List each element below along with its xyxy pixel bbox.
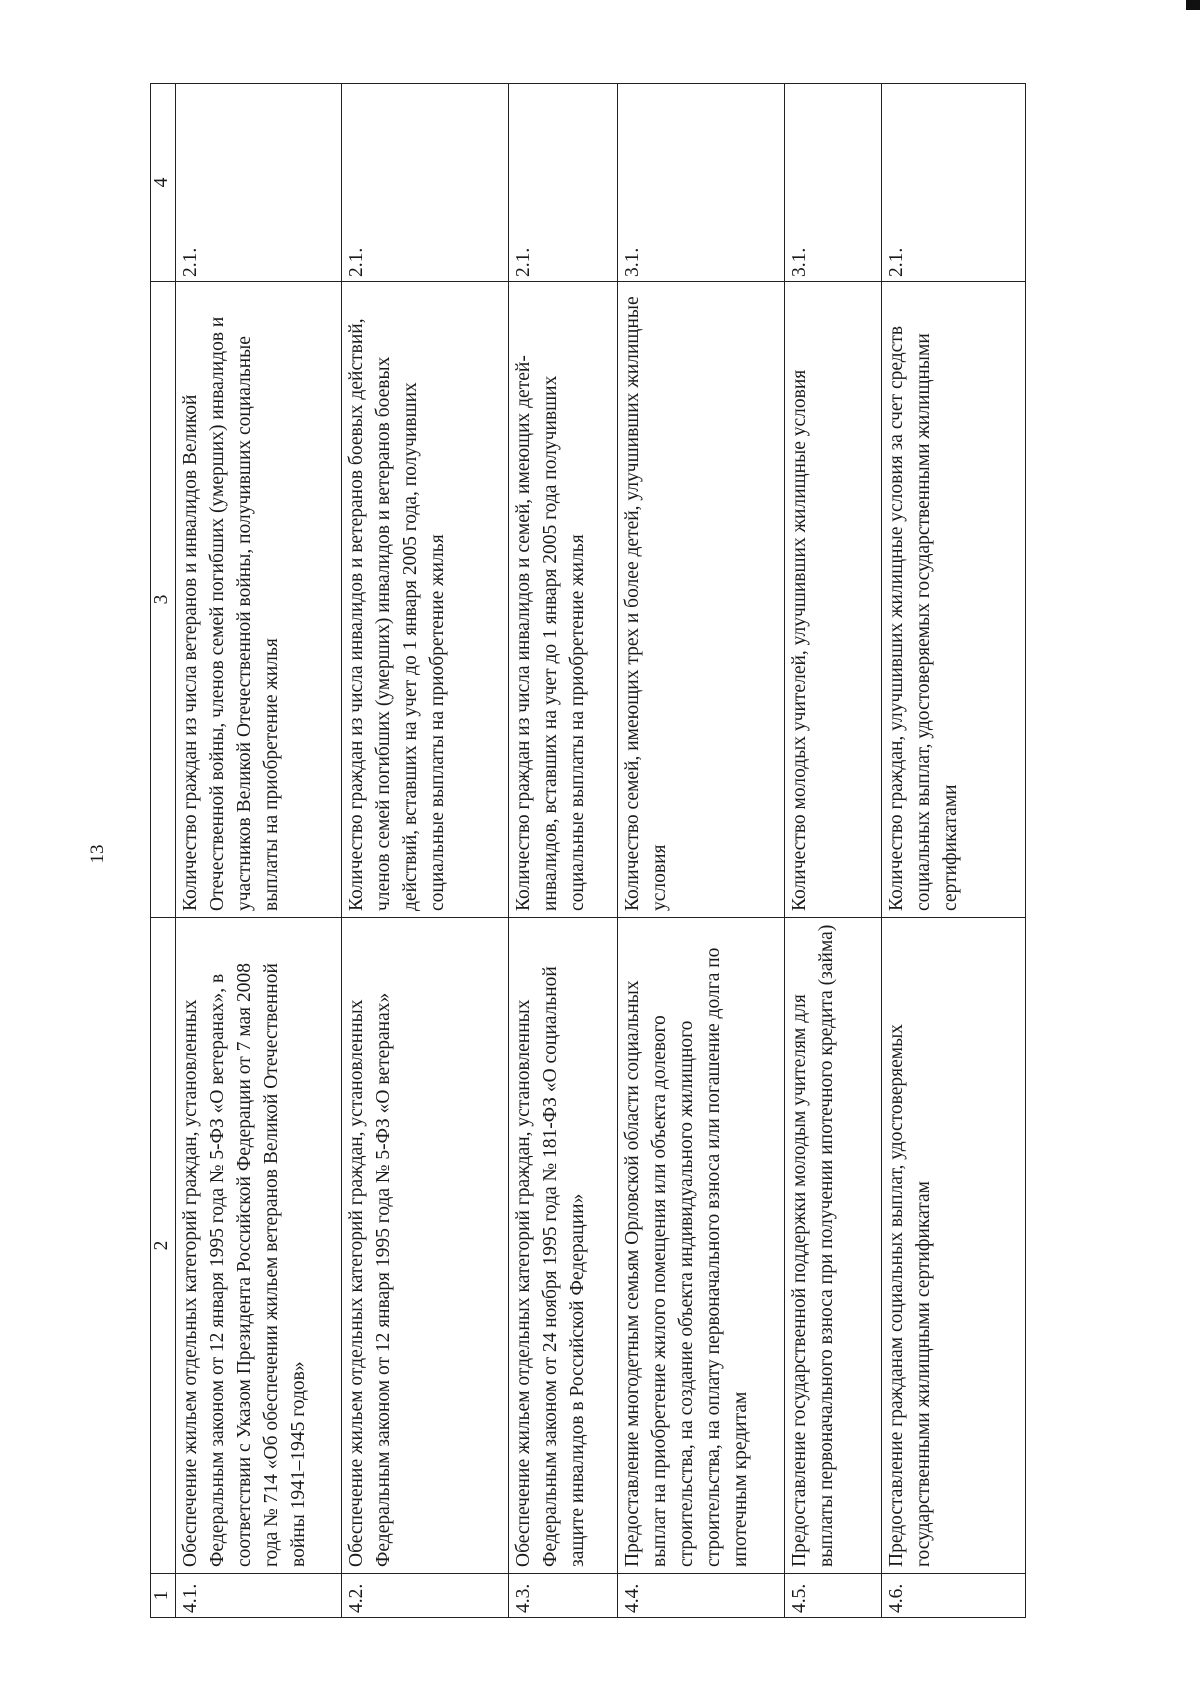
scan-corner-mark xyxy=(1186,0,1200,10)
indicator-code: 3.1. xyxy=(784,84,881,282)
row-number: 4.3. xyxy=(508,1574,618,1618)
table-row xyxy=(342,84,508,1618)
table-row xyxy=(784,84,881,1618)
indicator-code: 2.1. xyxy=(508,84,618,282)
header-col-2: 2 xyxy=(151,918,176,1574)
table-header-row xyxy=(151,84,176,1618)
indicator-code: 2.1. xyxy=(176,84,342,282)
indicator-description: Количество граждан, улучшивших жилищные условия за счет средств социальных выплат, удостоверяемых государственными жилищными сертификатами xyxy=(881,282,1025,918)
measure-description: Обеспечение жильем отдельных категорий граждан, установленных Федеральным законом от 12 января 1995 года № 5-ФЗ «О ветеранах», в соответствии с Указом Президента Российской Федерации от 7 мая 2008 года № 714 «Об обеспечении жильем ветеранов Великой Отечественной войны 1941–1945 годов» xyxy=(176,918,342,1574)
indicator-description: Количество граждан из числа инвалидов и ветеранов боевых действий, членов семей погибших (умерших) инвалидов и ветеранов боевых действий, вставших на учет до 1 января 2005 года, получивших социальные выплаты на приобретение жилья xyxy=(342,282,508,918)
row-number: 4.1. xyxy=(176,1574,342,1618)
indicator-code: 3.1. xyxy=(618,84,784,282)
page-number: 13 xyxy=(87,844,108,864)
measure-description: Обеспечение жильем отдельных категорий граждан, установленных Федеральным законом от 12 января 1995 года № 5-ФЗ «О ветеранах» xyxy=(342,918,508,1574)
indicator-code: 2.1. xyxy=(881,84,1025,282)
measure-description: Предоставление многодетным семьям Орловской области социальных выплат на приобретение жилого помещения или объекта долевого строительства, на создание объекта индивидуального жилищного строительства, на оплату первоначального взноса или погашение долга по ипотечным кредитам xyxy=(618,918,784,1574)
indicator-description: Количество граждан из числа ветеранов и инвалидов Великой Отечественной войны, членов семей погибших (умерших) инвалидов и участников Великой Отечественной войны, получивших социальные выплаты на приобретение жилья xyxy=(176,282,342,918)
header-col-4: 4 xyxy=(151,84,176,282)
header-col-1: 1 xyxy=(151,1574,176,1618)
row-number: 4.6. xyxy=(881,1574,1025,1618)
table-row xyxy=(176,84,342,1618)
measure-description: Предоставление гражданам социальных выплат, удостоверяемых государственными жилищными сертификатам xyxy=(881,918,1025,1574)
row-number: 4.2. xyxy=(342,1574,508,1618)
row-number: 4.4. xyxy=(618,1574,784,1618)
table-row xyxy=(618,84,784,1618)
measure-description: Обеспечение жильем отдельных категорий граждан, установленных Федеральным законом от 24 ноября 1995 года № 181-ФЗ «О социальной защите инвалидов в Российской Федерации» xyxy=(508,918,618,1574)
row-number: 4.5. xyxy=(784,1574,881,1618)
rotated-table-container xyxy=(150,84,1026,1618)
table-row xyxy=(508,84,618,1618)
indicator-description: Количество семей, имеющих трех и более детей, улучшивших жилищные условия xyxy=(618,282,784,918)
indicator-description: Количество молодых учителей, улучшивших жилищные условия xyxy=(784,282,881,918)
indicator-code: 2.1. xyxy=(342,84,508,282)
indicator-description: Количество граждан из числа инвалидов и семей, имеющих детей-инвалидов, вставших на учет до 1 января 2005 года получивших социальные выплаты на приобретение жилья xyxy=(508,282,618,918)
program-measures-table xyxy=(150,83,1026,1618)
header-col-3: 3 xyxy=(151,282,176,918)
measure-description: Предоставление государственной поддержки молодым учителям для выплаты первоначального взноса при получении ипотечного кредита (займа) xyxy=(784,918,881,1574)
table-row xyxy=(881,84,1025,1618)
